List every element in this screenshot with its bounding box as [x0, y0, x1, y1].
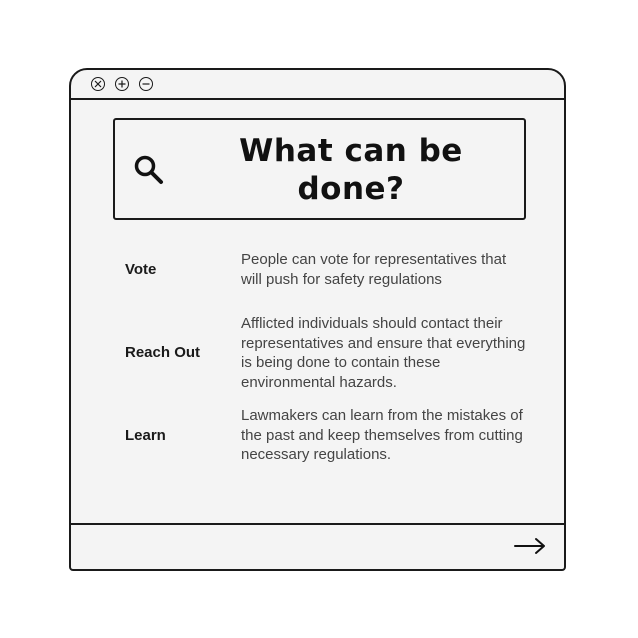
- browser-window: [69, 68, 566, 571]
- search-bar[interactable]: [113, 118, 526, 220]
- row-text-learn: Lawmakers can learn from the mistakes of the past and keep themselves from cutting necessary regulations.: [241, 407, 523, 463]
- minimize-icon[interactable]: [139, 77, 153, 91]
- footer-bar: [71, 523, 564, 569]
- search-icon[interactable]: [133, 154, 165, 190]
- row-label-reach-out: Reach Out: [125, 344, 201, 361]
- title-bar: [71, 70, 564, 100]
- row-label-vote: Vote: [125, 261, 157, 278]
- row-text-vote: People can vote for representatives that will push for safety regulations: [241, 251, 507, 288]
- row-label-learn: Learn: [125, 427, 166, 444]
- close-icon[interactable]: [91, 77, 105, 91]
- row-text-reach-out: Afflicted individuals should contact their representatives and ensure that everything is being done to contain these environmental hazards.: [241, 315, 526, 391]
- page-title: What can be done?: [239, 133, 463, 207]
- arrow-right-icon[interactable]: [514, 537, 546, 559]
- maximize-icon[interactable]: [115, 77, 129, 91]
